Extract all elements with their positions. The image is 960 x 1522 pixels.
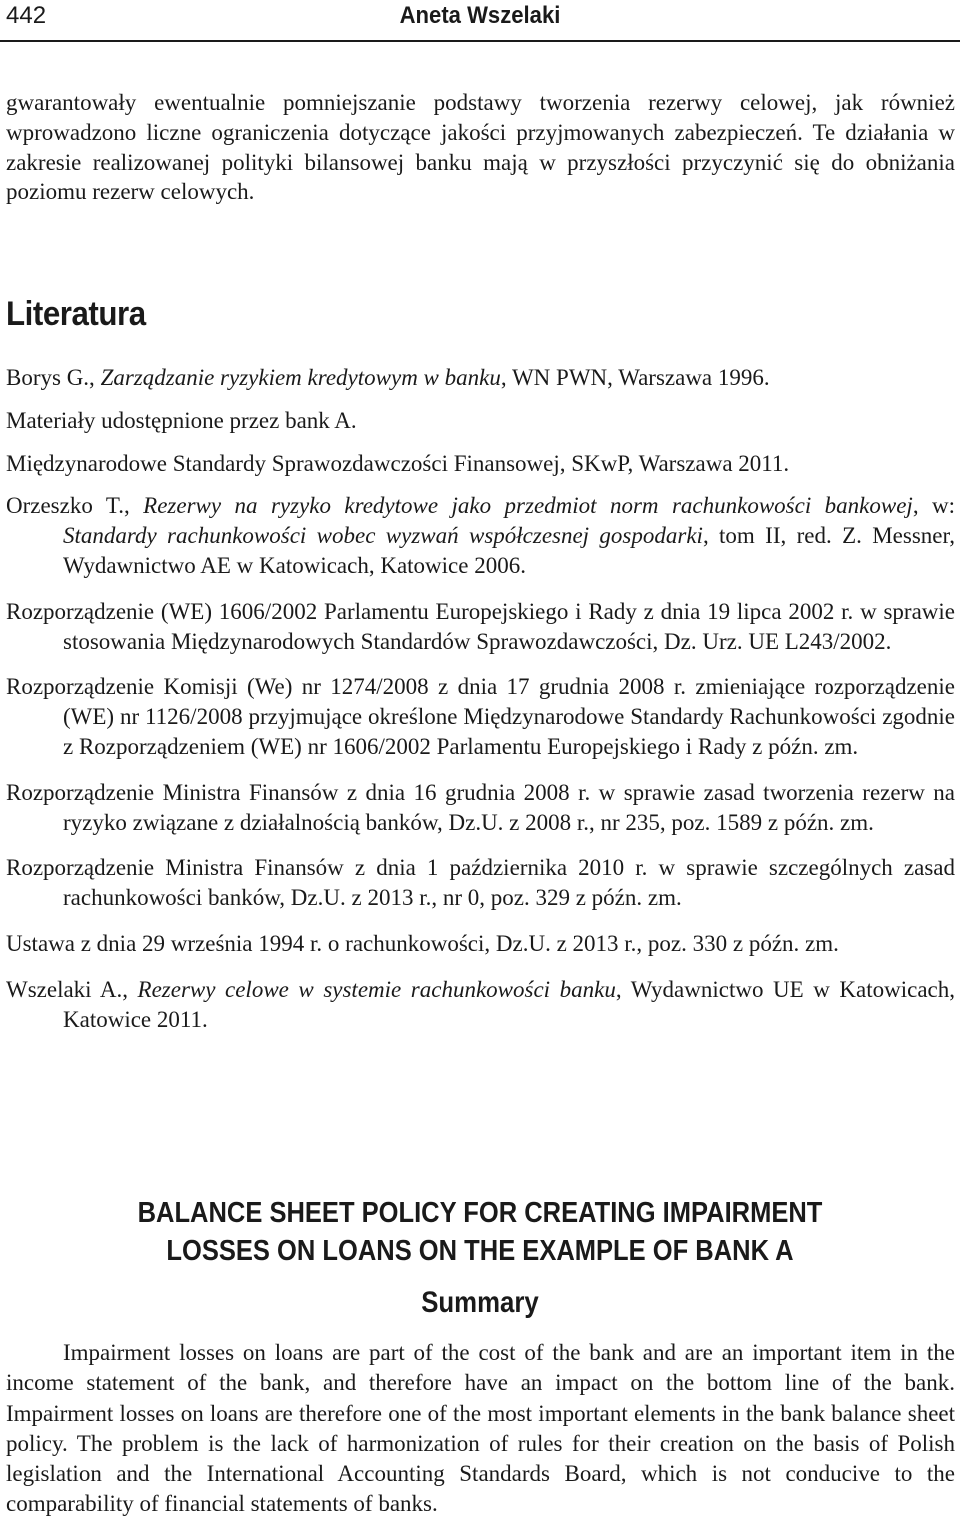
reference-item: Ustawa z dnia 29 września 1994 r. o rachunkowości, Dz.U. z 2013 r., poz. 330 z późn. zm. — [6, 930, 839, 956]
reference-item: Rozporządzenie Ministra Finansów z dnia 16 grudnia 2008 r. w sprawie zasad tworzenia rezerw na ryzyko związane z działalnością banków, Dz.U. z 2008 r., nr 235, poz. 1589 z późn. zm. — [6, 779, 955, 835]
reference-item: Międzynarodowe Standardy Sprawozdawczości Finansowej, SKwP, Warszawa 2011. — [6, 450, 790, 476]
running-head-author: Aneta Wszelaki — [399, 2, 561, 29]
reference-item: Rozporządzenie Ministra Finansów z dnia 1 października 2010 r. w sprawie szczególnych zasad rachunkowości banków, Dz.U. z 2013 r., nr 0, poz. 329 z późn. zm. — [6, 855, 955, 911]
summary-title-line: LOSSES ON LOANS ON THE EXAMPLE OF BANK A — [166, 1235, 794, 1267]
reference-item: Borys G., Zarządzanie ryzykiem kredytowym w banku, WN PWN, Warszawa 1996. — [6, 365, 770, 390]
page-header — [0, 0, 960, 40]
reference-item: Materiały udostępnione przez bank A. — [6, 407, 357, 433]
page-number: 442 — [6, 2, 47, 29]
reference-list — [6, 363, 955, 1034]
reference-item: Wszelaki A., Rezerwy celowe w systemie rachunkowości banku, Wydawnictwo UE w Katowicach, Katowice 2011. — [6, 976, 955, 1032]
literature-heading: Literatura — [6, 295, 146, 333]
summary-paragraph: Impairment losses on loans are part of the cost of the bank and are an important item in the income statement of the bank, and therefore have an impact on the bottom line of the bank. Impairment losses on loans are therefore one of the most important elements in the bank balance sheet policy. The problem is the lack of harmonization of rules for their creation on the basis of Polish legislation and the International Accounting Standards Board, which is not conducive to the comparability of financial statements of banks. — [6, 1340, 955, 1517]
reference-item: Rozporządzenie (WE) 1606/2002 Parlamentu Europejskiego i Rady z dnia 19 lipca 2002 r. w sprawie stosowania Międzynarodowych Standardów Sprawozdawczości, Dz. Urz. UE L243/2002. — [6, 598, 955, 654]
summary-title-line: BALANCE SHEET POLICY FOR CREATING IMPAIRMENT — [137, 1197, 823, 1229]
header-rule — [0, 40, 960, 42]
reference-item: Rozporządzenie Komisji (We) nr 1274/2008 z dnia 17 grudnia 2008 r. zmieniające rozporządzenie (WE) nr 1126/2008 przyjmujące określone Międzynarodowe Standardy Rachunkowości zgodnie z Rozporządzeniem (WE) nr 1606/2002 Parlamentu Europejskiego i Rady z późn. zm. — [6, 674, 955, 759]
summary-heading: Summary — [421, 1286, 539, 1319]
intro-paragraph: gwarantowały ewentualnie pomniejszanie podstawy tworzenia rezerwy celowej, jak również wprowadzono liczne ograniczenia dotyczące jakości przyjmowanych zabezpieczeń. Te działania w zakresie realizowanej polityki bilansowej banku mają w przyszłości przyczynić się do obniżania poziomu rezerw celowych. — [6, 90, 955, 205]
reference-item: Orzeszko T., Rezerwy na ryzyko kredytowe jako przedmiot norm rachunkowości bankowej, w: Standardy rachunkowości wobec wyzwań współczesnej gospodarki, tom II, red. Z. Messner, Wydawnictwo AE w Katowicach, Katowice 2006. — [6, 493, 956, 578]
summary-title-block — [0, 1194, 960, 1270]
